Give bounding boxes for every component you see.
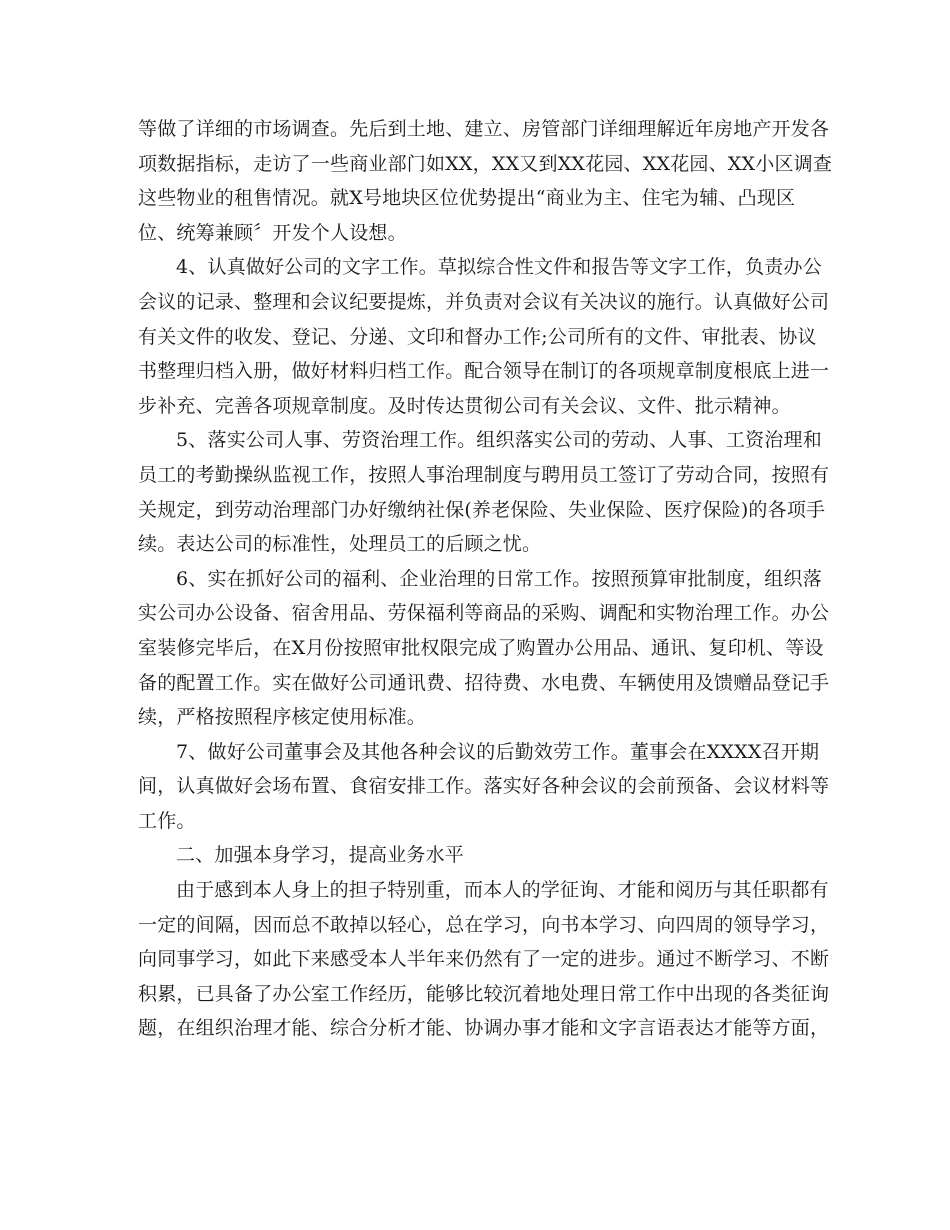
text-line: 步补充、完善各项规章制度。及时传达贯彻公司有关会议、文件、批示精神。 (138, 394, 791, 417)
text-line: 向同事学习，如此下来感受本人半年来仍然有了一定的进步。通过不断学习、不断 (138, 948, 830, 971)
paragraph-item-6 (138, 562, 830, 735)
text-line: 会议的记录、整理和会议纪要提炼，并负责对会议有关决议的施行。认真做好公司 (138, 290, 830, 313)
text-line: 位、统筹兼顾〞开发个人设想。 (138, 221, 407, 244)
text-line: 一定的间隔，因而总不敢掉以轻心，总在学习，向书本学习、向四周的领导学习， (138, 913, 830, 936)
text-line: 续。表达公司的标准性，处理员工的后顾之忧。 (138, 533, 542, 556)
text-line: 续，严格按照程序核定使用标准。 (138, 706, 427, 729)
paragraph-market-survey (138, 112, 833, 250)
section-heading (138, 838, 818, 873)
text-line: 实公司办公设备、宿舍用品、劳保福利等商品的采购、调配和实物治理工作。办公 (138, 602, 830, 625)
paragraph-self-study (138, 873, 830, 1046)
text-line: 项数据指标，走访了一些商业部门如XX，XX又到XX花园、XX花园、XX小区调查 (138, 152, 833, 175)
paragraph-item-7 (138, 735, 830, 839)
text-line: 6、实在抓好公司的福利、企业治理的日常工作。按照预算审批制度，组织落 (176, 567, 822, 590)
text-line: 员工的考勤操纵监视工作，按照人事治理制度与聘用员工签订了劳动合同，按照有 (138, 463, 830, 486)
document-body (138, 112, 833, 1046)
text-line: 间，认真做好会场布置、食宿安排工作。落实好各种会议的会前预备、会议材料等 (138, 775, 830, 798)
text-line: 有关文件的收发、登记、分递、文印和督办工作;公司所有的文件、审批表、协议 (138, 325, 817, 348)
paragraph-item-4 (138, 250, 830, 423)
text-line: 书整理归档入册，做好材料归档工作。配合领导在制订的各项规章制度根底上进一 (138, 360, 830, 383)
text-line: 题，在组织治理才能、综合分析才能、协调办事才能和文字言语表达才能等方面， (138, 1017, 830, 1040)
text-line: 关规定，到劳动治理部门办好缴纳社保(养老保险、失业保险、医疗保险)的各项手 (138, 498, 826, 521)
text-line: 等做了详细的市场调查。先后到土地、建立、房管部门详细理解近年房地产开发各 (138, 118, 830, 140)
text-line: 4、认真做好公司的文字工作。草拟综合性文件和报告等文字工作，负责办公 (176, 256, 822, 279)
text-line: 二、加强本身学习，提高业务水平 (176, 844, 465, 867)
text-line: 由于感到本人身上的担子特别重，而本人的学征询、才能和阅历与其任职都有 (176, 879, 829, 902)
text-line: 5、落实公司人事、劳资治理工作。组织落实公司的劳动、人事、工资治理和 (176, 429, 822, 452)
text-line: 室装修完毕后，在X月份按照审批权限完成了购置办公用品、通讯、复印机、等设 (138, 636, 824, 659)
text-line: 工作。 (138, 809, 196, 832)
paragraph-item-5 (138, 423, 830, 561)
text-line: 备的配置工作。实在做好公司通讯费、招待费、水电费、车辆使用及馈赠品登记手 (138, 671, 830, 694)
text-line: 积累，已具备了办公室工作经历，能够比较沉着地处理日常工作中出现的各类征询 (138, 982, 830, 1005)
text-line: 7、做好公司董事会及其他各种会议的后勤效劳工作。董事会在XXXX召开期 (176, 740, 820, 763)
text-line: 这些物业的租售情况。就X号地块区位优势提出“商业为主、住宅为辅、凸现区 (138, 187, 796, 210)
